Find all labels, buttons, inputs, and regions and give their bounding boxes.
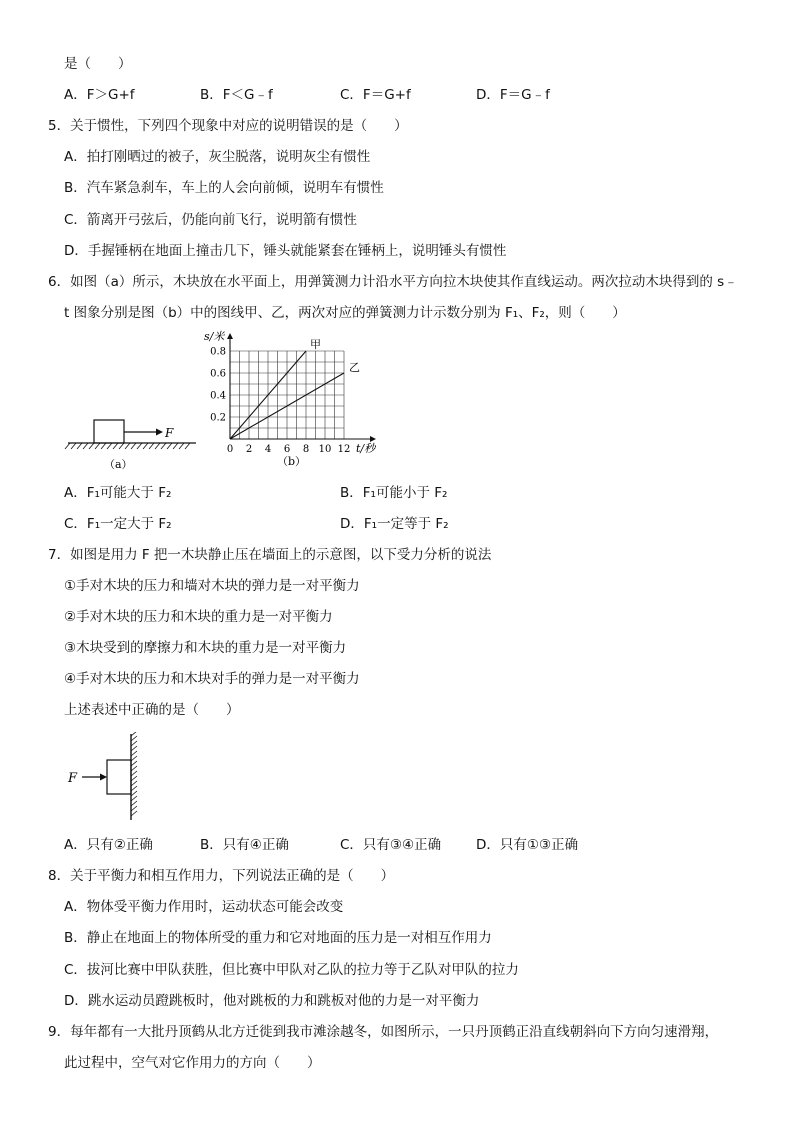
q6-stem-line2: t 图象分别是图（b）中的图线甲、乙，两次对应的弹簧测力计示数分别为 F₁、F₂，则（ ） (64, 305, 626, 321)
chart-grid (230, 351, 344, 439)
x-tick-label: 10 (318, 444, 332, 455)
floor-hatch-line (185, 443, 190, 449)
wall-hatch-line (131, 766, 137, 771)
q7-statement-4: ④手对木块的压力和木块对手的弹力是一对平衡力 (64, 671, 360, 687)
q8-stem: 8．关于平衡力和相互作用力，下列说法正确的是（ ） (48, 868, 395, 884)
wall-hatch-line (131, 761, 137, 766)
floor-hatch-line (161, 443, 166, 449)
q4-stem-tail: 是（ ） (64, 56, 132, 72)
y-axis-arrowhead (227, 333, 233, 339)
force-label: F (165, 426, 174, 440)
wall-hatch-line (131, 801, 137, 806)
floor-hatch-line (125, 443, 130, 449)
wall-hatch-line (131, 811, 137, 816)
series-label-yi: 乙 (349, 361, 360, 374)
wall-hatch-line (131, 756, 137, 761)
y-tick-label: 0.8 (210, 346, 226, 358)
q6-option-c: C．F₁一定大于 F₂ (64, 516, 172, 532)
floor-hatch-line (143, 443, 148, 449)
wall-hatch-line (131, 786, 137, 791)
q5-option-c: C．箭离开弓弦后，仍能向前飞行，说明箭有惯性 (64, 212, 357, 228)
wall-hatch-line (131, 776, 137, 781)
q4-option-a: A．F＞G+f (64, 87, 135, 103)
q7-force-label: F (68, 771, 78, 786)
wall-hatch-line (131, 732, 137, 736)
y-tick-label: 0.4 (210, 390, 226, 402)
floor-hatch-line (173, 443, 178, 449)
floor-hatch-line (155, 443, 160, 449)
fig-b-caption: （b） (277, 455, 307, 468)
q5-option-a: A．拍打刚晒过的被子，灰尘脱落，说明灰尘有惯性 (64, 149, 371, 165)
q5-option-b: B．汽车紧急刹车，车上的人会向前倾，说明车有惯性 (64, 180, 384, 196)
q7-option-d: D．只有①③正确 (476, 837, 579, 853)
x-tick-label: 6 (283, 444, 291, 455)
q7-stem: 7．如图是用力 F 把一木块静止压在墙面上的示意图，以下受力分析的说法 (48, 547, 492, 563)
series-label-jia: 甲 (310, 338, 321, 351)
floor-hatch-line (71, 443, 76, 449)
q6-stem-line1: 6．如图（a）所示，木块放在水平面上，用弹簧测力计沿水平方向拉木块使其作直线运动。两次拉动木块得到的 s﹣ (48, 274, 738, 290)
wall-hatch-line (131, 806, 137, 811)
q6-option-a: A．F₁可能大于 F₂ (64, 485, 172, 501)
y-tick-label: 0.2 (210, 412, 226, 424)
wall-hatch-line (131, 796, 137, 801)
q5-stem: 5．关于惯性，下列四个现象中对应的说明错误的是（ ） (48, 118, 408, 134)
q5-option-d: D．手握锤柄在地面上撞击几下，锤头就能紧套在锤柄上，说明锤头有惯性 (64, 243, 507, 259)
x-tick-label: 2 (245, 444, 253, 455)
floor-hatch-line (65, 443, 70, 449)
floor-hatch-line (113, 443, 118, 449)
floor-hatch-line (77, 443, 82, 449)
q9-stem-line1: 9．每年都有一大批丹顶鹤从北方迁徙到我市滩涂越冬，如图所示，一只丹顶鹤正沿直线朝斜向下方向匀速滑翔， (48, 1024, 719, 1040)
q7-figure (60, 732, 160, 824)
wall-hatch-line (131, 781, 137, 786)
floor-hatching (65, 443, 190, 449)
q8-option-b: B．静止在地面上的物体所受的重力和它对地面的压力是一对相互作用力 (64, 930, 492, 946)
x-axis-label: t/秒 (356, 442, 376, 455)
wall-hatch-line (131, 746, 137, 751)
floor-hatch-line (131, 443, 136, 449)
q8-option-c: C．拔河比赛中甲队获胜，但比赛中甲队对乙队的拉力等于乙队对甲队的拉力 (64, 962, 519, 978)
x-tick-label: 0 (226, 444, 234, 455)
q6-figure-a (64, 412, 204, 474)
wall-hatch-line (131, 741, 137, 746)
wall-hatch-line (131, 771, 137, 776)
wall-hatching (131, 732, 137, 816)
q7-option-b: B．只有④正确 (200, 837, 289, 853)
q7-statement-1: ①手对木块的压力和墙对木块的弹力是一对平衡力 (64, 578, 360, 594)
floor-hatch-line (101, 443, 106, 449)
y-tick-label: 0.6 (210, 368, 226, 380)
q4-option-b: B．F＜G﹣f (200, 87, 273, 103)
floor-hatch-line (83, 443, 88, 449)
q7-option-c: C．只有③④正确 (340, 837, 442, 853)
q7-option-a: A．只有②正确 (64, 837, 153, 853)
x-tick-label: 8 (302, 444, 310, 455)
chart-axes (204, 330, 377, 455)
fig-a-caption: （a） (104, 458, 133, 471)
floor-hatch-line (119, 443, 124, 449)
q7-force-arrowhead (100, 774, 107, 781)
floor-hatch-line (179, 443, 184, 449)
floor-hatch-line (107, 443, 112, 449)
wall-hatch-line (131, 751, 137, 756)
x-tick-label: 12 (337, 444, 351, 455)
wall-hatch-line (131, 791, 137, 796)
q7-statement-2: ②手对木块的压力和木块的重力是一对平衡力 (64, 609, 333, 625)
q7-wood-block (107, 760, 131, 794)
q7-statement-3: ③木块受到的摩擦力和木块的重力是一对平衡力 (64, 640, 347, 656)
q8-option-a: A．物体受平衡力作用时，运动状态可能会改变 (64, 899, 344, 915)
q6-option-b: B．F₁可能小于 F₂ (340, 485, 448, 501)
q7-question: 上述表述中正确的是（ ） (64, 702, 240, 718)
y-axis-label: s/米 (204, 330, 225, 343)
force-arrowhead (156, 429, 163, 436)
q8-option-d: D．跳水运动员蹬跳板时，他对跳板的力和跳板对他的力是一对平衡力 (64, 993, 480, 1009)
floor-hatch-line (167, 443, 172, 449)
q6-st-chart (196, 330, 386, 478)
floor-hatch-line (89, 443, 94, 449)
q6-option-d: D．F₁一定等于 F₂ (340, 516, 449, 532)
floor-hatch-line (95, 443, 100, 449)
q4-option-c: C．F＝G+f (340, 87, 411, 103)
floor-hatch-line (149, 443, 154, 449)
floor-hatch-line (137, 443, 142, 449)
q9-stem-line2: 此过程中，空气对它作用力的方向（ ） (64, 1055, 321, 1071)
wall-hatch-line (131, 736, 137, 741)
x-tick-label: 4 (264, 444, 272, 455)
wood-block (94, 420, 124, 443)
q4-option-d: D．F＝G﹣f (476, 87, 550, 103)
